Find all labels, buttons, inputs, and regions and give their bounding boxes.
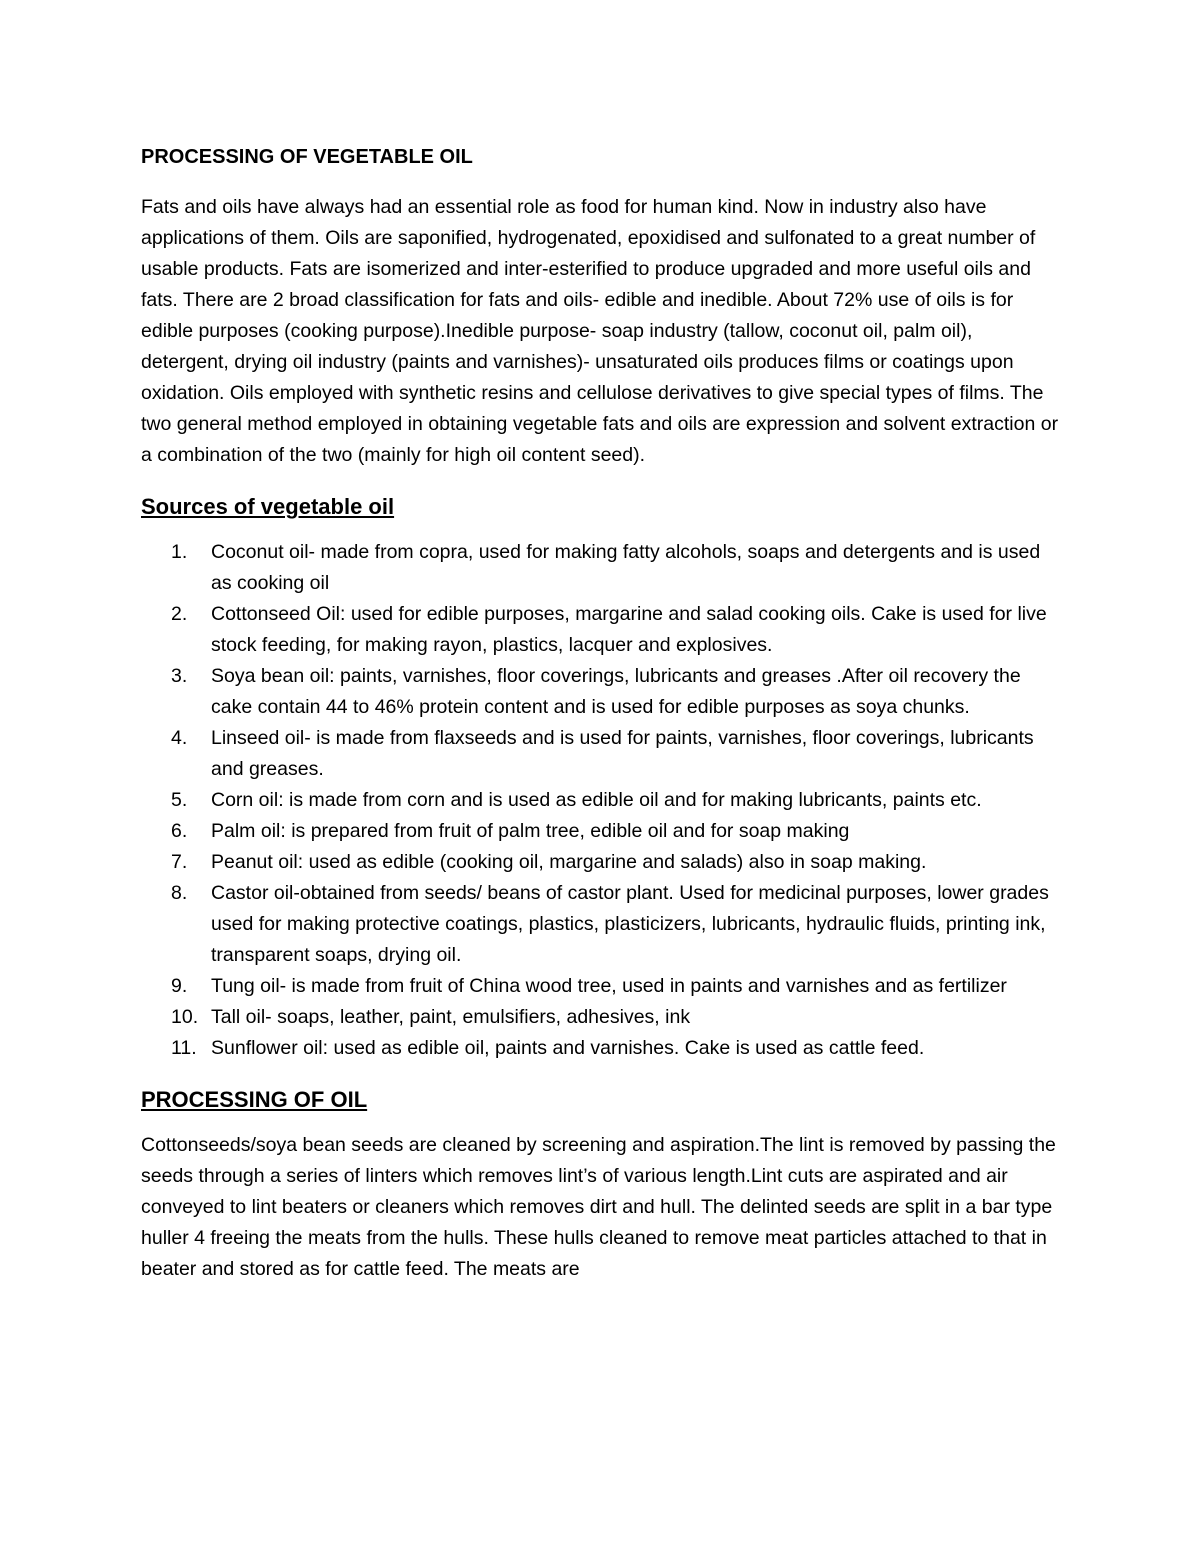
document-title: PROCESSING OF VEGETABLE OIL xyxy=(141,146,473,168)
list-item-text: Castor oil-obtained from seeds/ beans of castor plant. Used for medicinal purposes, lower grades used for making protective coatings, plastics, plasticizers, lubricants, hydraulic fluids, printing ink, transparent soaps, drying oil. xyxy=(211,882,1049,966)
list-item-text: Linseed oil- is made from flaxseeds and is used for paints, varnishes, floor coverings, lubricants and greases. xyxy=(211,727,1034,780)
processing-paragraph: Cottonseeds/soya bean seeds are cleaned by screening and aspiration.The lint is removed by passing the seeds through a series of linters which removes lint’s of various length.Lint cuts are aspirated and air conveyed to lint beaters or cleaners which removes dirt and hull. The delinted seeds are split in a bar type huller 4 freeing the meats from the hulls. These hulls cleaned to remove meat particles attached to that in beater and stored as for cattle feed. The meats are xyxy=(141,1134,1056,1280)
list-item-number: 1. xyxy=(171,541,188,563)
list-item xyxy=(141,1033,1061,1064)
intro-paragraph: Fats and oils have always had an essential role as food for human kind. Now in industry also have applications of them. Oils are saponified, hydrogenated, epoxidised and sulfonated to a great number of usable products. Fats are isomerized and inter-esterified to produce upgraded and more useful oils and fats. There are 2 broad classification for fats and oils- edible and inedible. About 72% use of oils is for edible purposes (cooking purpose).Inedible purpose- soap industry (tallow, coconut oil, palm oil), detergent, drying oil industry (paints and varnishes)- unsaturated oils produces films or coatings upon oxidation. Oils employed with synthetic resins and cellulose derivatives to give special types of films. The two general method employed in obtaining vegetable fats and oils are expression and solvent extraction or a combination of the two (mainly for high oil content seed). xyxy=(141,196,1059,466)
list-item-text: Soya bean oil: paints, varnishes, floor coverings, lubricants and greases .After oil recovery the cake contain 44 to 46% protein content and is used for edible purposes as soya chunks. xyxy=(211,665,1021,718)
list-item-text: Peanut oil: used as edible (cooking oil, margarine and salads) also in soap making. xyxy=(211,851,927,873)
list-item-number: 5. xyxy=(171,789,188,811)
list-item-text: Tung oil- is made from fruit of China wood tree, used in paints and varnishes and as fertilizer xyxy=(211,975,1007,997)
list-item xyxy=(141,599,1061,661)
list-item-text: Sunflower oil: used as edible oil, paints and varnishes. Cake is used as cattle feed. xyxy=(211,1037,925,1059)
list-item-number: 2. xyxy=(171,603,188,625)
list-item-number: 6. xyxy=(171,820,188,842)
list-item-text: Palm oil: is prepared from fruit of palm tree, edible oil and for soap making xyxy=(211,820,850,842)
list-item-number: 3. xyxy=(171,665,188,687)
list-item xyxy=(141,537,1061,599)
list-item xyxy=(141,1002,1061,1033)
list-item xyxy=(141,661,1061,723)
processing-heading: PROCESSING OF OIL xyxy=(141,1087,368,1112)
list-item-number: 9. xyxy=(171,975,188,997)
sources-list xyxy=(141,537,1061,1064)
document-page xyxy=(141,142,1061,1285)
list-item xyxy=(141,723,1061,785)
list-item xyxy=(141,816,1061,847)
sources-heading: Sources of vegetable oil xyxy=(141,494,395,519)
list-item-text: Coconut oil- made from copra, used for making fatty alcohols, soaps and detergents and is used as cooking oil xyxy=(211,541,1041,594)
list-item-number: 4. xyxy=(171,727,188,749)
list-item xyxy=(141,878,1061,971)
list-item-text: Cottonseed Oil: used for edible purposes, margarine and salad cooking oils. Cake is used for live stock feeding, for making rayon, plastics, lacquer and explosives. xyxy=(211,603,1047,656)
list-item-text: Tall oil- soaps, leather, paint, emulsifiers, adhesives, ink xyxy=(211,1006,691,1028)
list-item-number: 10. xyxy=(171,1006,199,1028)
list-item xyxy=(141,785,1061,816)
list-item-number: 11. xyxy=(171,1037,197,1059)
list-item-text: Corn oil: is made from corn and is used as edible oil and for making lubricants, paints etc. xyxy=(211,789,982,811)
list-item-number: 8. xyxy=(171,882,188,904)
list-item-number: 7. xyxy=(171,851,188,873)
list-item xyxy=(141,971,1061,1002)
list-item xyxy=(141,847,1061,878)
